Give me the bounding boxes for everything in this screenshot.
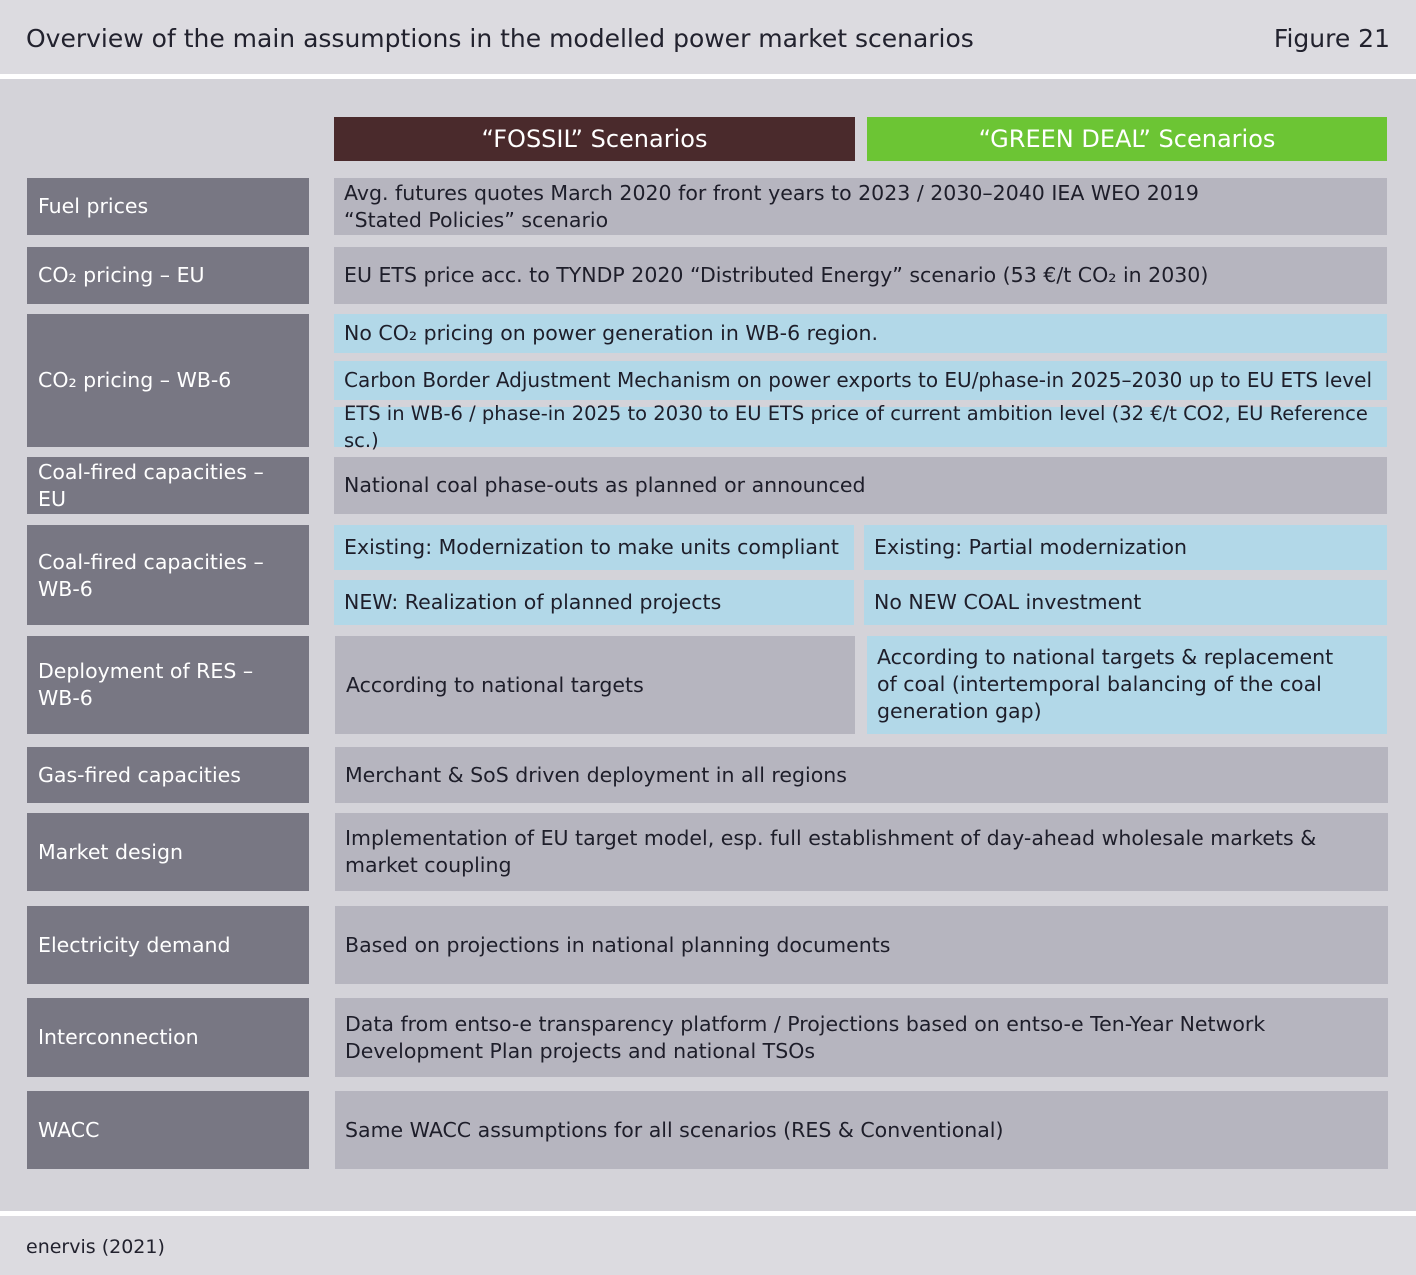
co2-wb6-item: Carbon Border Adjustment Mechanism on power exports to EU/phase-in 2025–2030 up to EU ETS level bbox=[334, 361, 1387, 400]
green-deal-scenarios-header: “GREEN DEAL” Scenarios bbox=[867, 117, 1387, 161]
row-label-wacc: WACC bbox=[27, 1091, 309, 1169]
interconnection-cell bbox=[335, 998, 1388, 1077]
row-label-fuel-prices: Fuel prices bbox=[27, 178, 309, 235]
gas-cell: Merchant & SoS driven deployment in all regions bbox=[335, 747, 1388, 803]
row-label-co2-pricing-wb6: CO₂ pricing – WB-6 bbox=[27, 314, 309, 447]
inter-line1: Data from entso-e transparency platform / Projections based on entso-e Ten-Year Network bbox=[345, 1012, 1266, 1036]
res-green-cell bbox=[867, 636, 1387, 734]
coal-wb6-green-new: No NEW COAL investment bbox=[864, 580, 1387, 625]
coal-eu-cell: National coal phase-outs as planned or announced bbox=[334, 457, 1387, 514]
market-design-cell bbox=[335, 813, 1388, 891]
coal-wb6-green-existing: Existing: Partial modernization bbox=[864, 525, 1387, 570]
market-line1: Implementation of EU target model, esp. full establishment of day-ahead wholesale markets & bbox=[345, 826, 1317, 850]
co2-wb6-item: No CO₂ pricing on power generation in WB-6 region. bbox=[334, 314, 1387, 353]
source-note: enervis (2021) bbox=[26, 1236, 165, 1258]
row-label-res-wb6 bbox=[27, 636, 309, 734]
row-label-gas: Gas-fired capacities bbox=[27, 747, 309, 803]
figure-number: Figure 21 bbox=[1273, 24, 1390, 53]
res-label-line2: WB-6 bbox=[38, 686, 93, 710]
row-label-electricity-demand: Electricity demand bbox=[27, 906, 309, 984]
res-fossil-cell: According to national targets bbox=[335, 636, 855, 734]
co2-pricing-eu-cell: EU ETS price acc. to TYNDP 2020 “Distributed Energy” scenario (53 €/t CO₂ in 2030) bbox=[334, 247, 1387, 304]
res-green-line3: generation gap) bbox=[877, 699, 1042, 723]
row-label-market-design: Market design bbox=[27, 813, 309, 891]
res-green-line2: of coal (intertemporal balancing of the coal bbox=[877, 672, 1322, 696]
row-label-coal-wb6 bbox=[27, 525, 309, 625]
coal-wb6-fossil-existing: Existing: Modernization to make units compliant bbox=[334, 525, 854, 570]
figure-header bbox=[0, 0, 1416, 74]
coal-wb6-label-line1: Coal-fired capacities – bbox=[38, 550, 264, 574]
fuel-prices-cell bbox=[334, 178, 1387, 235]
res-label-line1: Deployment of RES – bbox=[38, 659, 254, 683]
row-label-interconnection: Interconnection bbox=[27, 998, 309, 1077]
electricity-demand-cell: Based on projections in national planning documents bbox=[335, 906, 1388, 984]
fuel-prices-text-line2: “Stated Policies” scenario bbox=[344, 208, 609, 232]
wacc-cell: Same WACC assumptions for all scenarios (RES & Conventional) bbox=[335, 1091, 1388, 1169]
inter-line2: Development Plan projects and national TSOs bbox=[345, 1039, 816, 1063]
fuel-prices-text-line1: Avg. futures quotes March 2020 for front years to 2023 / 2030–2040 IEA WEO 2019 bbox=[344, 181, 1199, 205]
fossil-scenarios-header: “FOSSIL” Scenarios bbox=[334, 117, 855, 161]
coal-wb6-label-line2: WB-6 bbox=[38, 577, 93, 601]
coal-wb6-fossil-new: NEW: Realization of planned projects bbox=[334, 580, 854, 625]
co2-wb6-item: ETS in WB-6 / phase-in 2025 to 2030 to EU ETS price of current ambition level (32 €/t CO2, EU Reference sc.) bbox=[334, 407, 1387, 447]
row-label-co2-pricing-eu: CO₂ pricing – EU bbox=[27, 247, 309, 304]
footer-divider bbox=[0, 1211, 1416, 1216]
figure-title: Overview of the main assumptions in the modelled power market scenarios bbox=[26, 24, 974, 53]
market-line2: market coupling bbox=[345, 853, 512, 877]
res-green-line1: According to national targets & replacement bbox=[877, 645, 1334, 669]
row-label-coal-eu: Coal-fired capacities – EU bbox=[27, 457, 309, 514]
